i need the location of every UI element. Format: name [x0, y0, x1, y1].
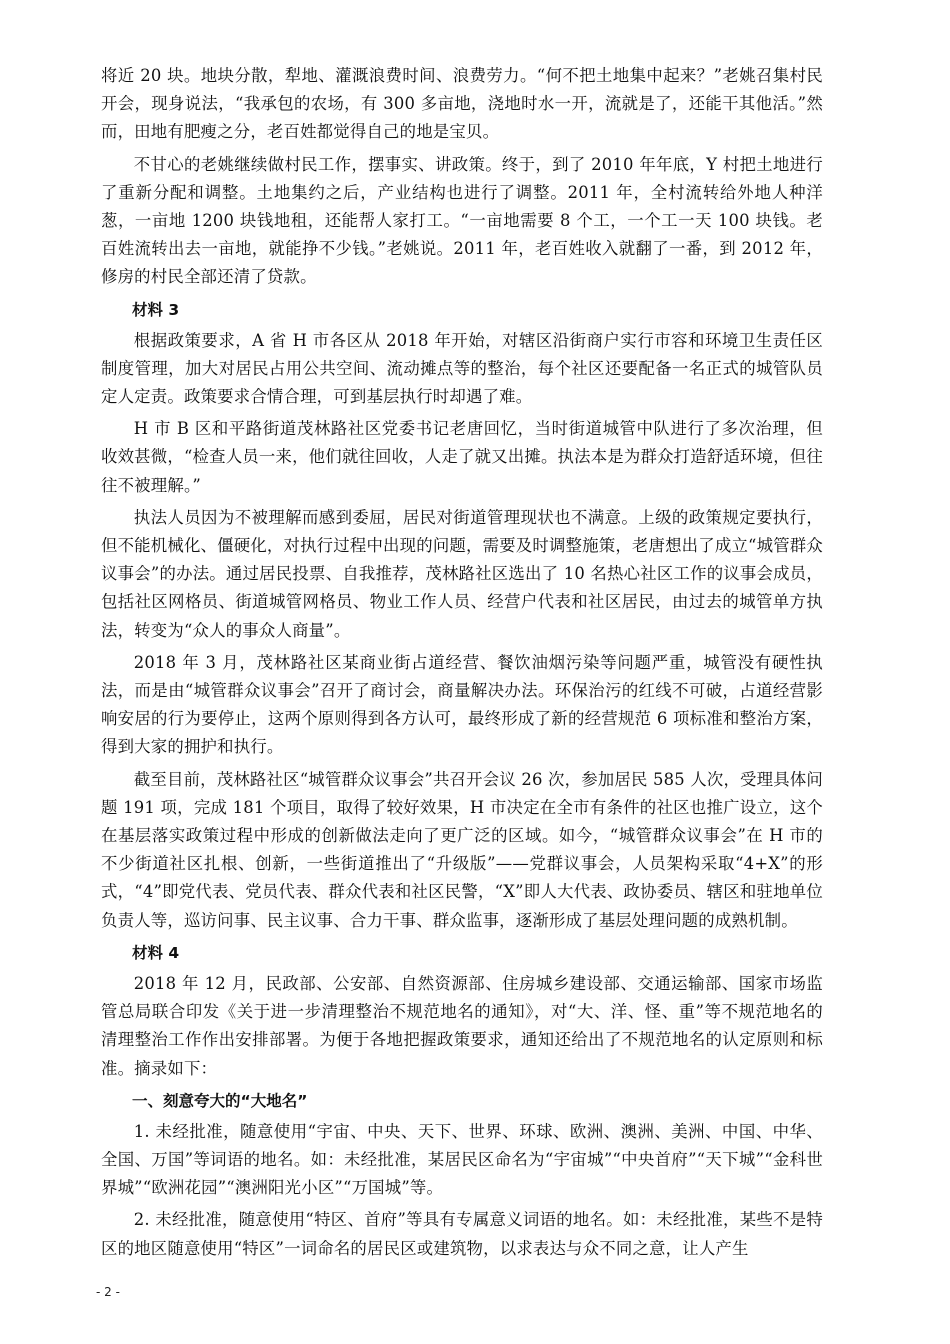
- page-number: - 2 -: [96, 1285, 120, 1299]
- heading-exaggerated-names: 一、刻意夸大的“大地名”: [132, 1091, 308, 1110]
- paragraph-secretary-recall: H 市 B 区和平路街道茂林路社区党委书记老唐回忆，当时街道城管中队进行了多次治理，但收效甚微，“检查人员一来，他们就往回收，人走了就又出摊。执法本是为群众打造舒适环境，但往往不被理解。”: [101, 419, 823, 495]
- paragraph-council-founding: 执法人员因为不被理解而感到委屈，居民对街道管理现状也不满意。上级的政策规定要执行，但不能机械化、僵硬化，对执行过程中出现的问题，需要及时调整施策，老唐想出了成立“城管群众议事会”的办法。通过居民投票、自我推荐，茂林路社区选出了 10 名热心社区工作的议事会成员，包括社区网格员、街道城管网格员、物业工作人员、经营户代表和社区居民，由过去的城管单方执法，转变为“众人的事众人商量”。: [101, 507, 823, 640]
- heading-material-3: 材料 3: [132, 300, 180, 319]
- paragraph-policy-requirement: 根据政策要求，A 省 H 市各区从 2018 年开始，对辖区沿街商户实行市容和环境卫生责任区制度管理，加大对居民占用公共空间、流动摊点等的整治，每个社区还要配备一名正式的城管队员定人定责。政策要求合情合理，可到基层执行时却遇了难。: [101, 330, 823, 407]
- paragraph-street-governance: 2018 年 3 月，茂林路社区某商业街占道经营、餐饮油烟污染等问题严重，城管没有硬性执法，而是由“城管群众议事会”召开了商讨会，商量解决办法。环保治污的红线不可破，占道经营影响安居的行为要停止，这两个原则得到各方认可，最终形成了新的经营规范 6 项标准和整治方案，得到大家的拥护和执行。: [101, 652, 823, 757]
- document-body: [101, 62, 823, 1267]
- paragraph-rule-2: 2. 未经批准，随意使用“特区、首府”等具有专属意义词语的地名。如：未经批准，某些不是特区的地区随意使用“特区”一词命名的居民区或建筑物，以求表达与众不同之意，让人产生: [101, 1210, 823, 1258]
- paragraph-rule-1: 1. 未经批准，随意使用“宇宙、中央、天下、世界、环球、欧洲、澳洲、美洲、中国、中华、全国、万国”等词语的地名。如：未经批准，某居民区命名为“宇宙城”“中央首府”“天下城”“金科世界城”“欧洲花园”“澳洲阳光小区”“万国城”等。: [101, 1121, 823, 1198]
- paragraph-council-results: 截至目前，茂林路社区“城管群众议事会”共召开会议 26 次，参加居民 585 人次，受理具体问题 191 项，完成 181 个项目，取得了较好效果，H 市决定在全市有条件的社区也推广设立，这个在基层落实政策过程中形成的创新做法走向了更广泛的区域。如今，“城管群众议事会”在 H 市的不少街道社区扎根、创新，一些街道推出了“升级版”——党群议事会，人员架构采取“4+X”的形式，“4”即党代表、党员代表、群众代表和社区民警，“X”即人大代表、政协委员、辖区和驻地单位负责人等，巡访问事、民主议事、合力干事、群众监事，逐渐形成了基层处理问题的成熟机制。: [101, 769, 823, 930]
- paragraph-land-consolidation: 将近 20 块。地块分散，犁地、灌溉浪费时间、浪费劳力。“何不把土地集中起来？”老姚召集村民开会，现身说法，“我承包的农场，有 300 多亩地，浇地时水一开，流就是了，还能干其他活。”然而，田地有肥瘦之分，老百姓都觉得自己的地是宝贝。: [101, 66, 823, 142]
- heading-material-4: 材料 4: [132, 943, 180, 962]
- paragraph-place-name-notice: 2018 年 12 月，民政部、公安部、自然资源部、住房城乡建设部、交通运输部、国家市场监管总局联合印发《关于进一步清理整治不规范地名的通知》，对“大、洋、怪、重”等不规范地名的清理整治工作作出安排部署。为便于各地把握政策要求，通知还给出了不规范地名的认定原则和标准。摘录如下：: [101, 973, 823, 1078]
- paragraph-land-redistribution: 不甘心的老姚继续做村民工作，摆事实、讲政策。终于，到了 2010 年年底，Y 村把土地进行了重新分配和调整。土地集约之后，产业结构也进行了调整。2011 年，全村流转给外地人种洋葱，一亩地 1200 块钱地租，还能帮人家打工。“一亩地需要 8 个工，一个工一天 100 块钱。老百姓流转出去一亩地，就能挣不少钱。”老姚说。2011 年，老百姓收入就翻了一番，到 2012 年，修房的村民全部还清了贷款。: [101, 154, 823, 287]
